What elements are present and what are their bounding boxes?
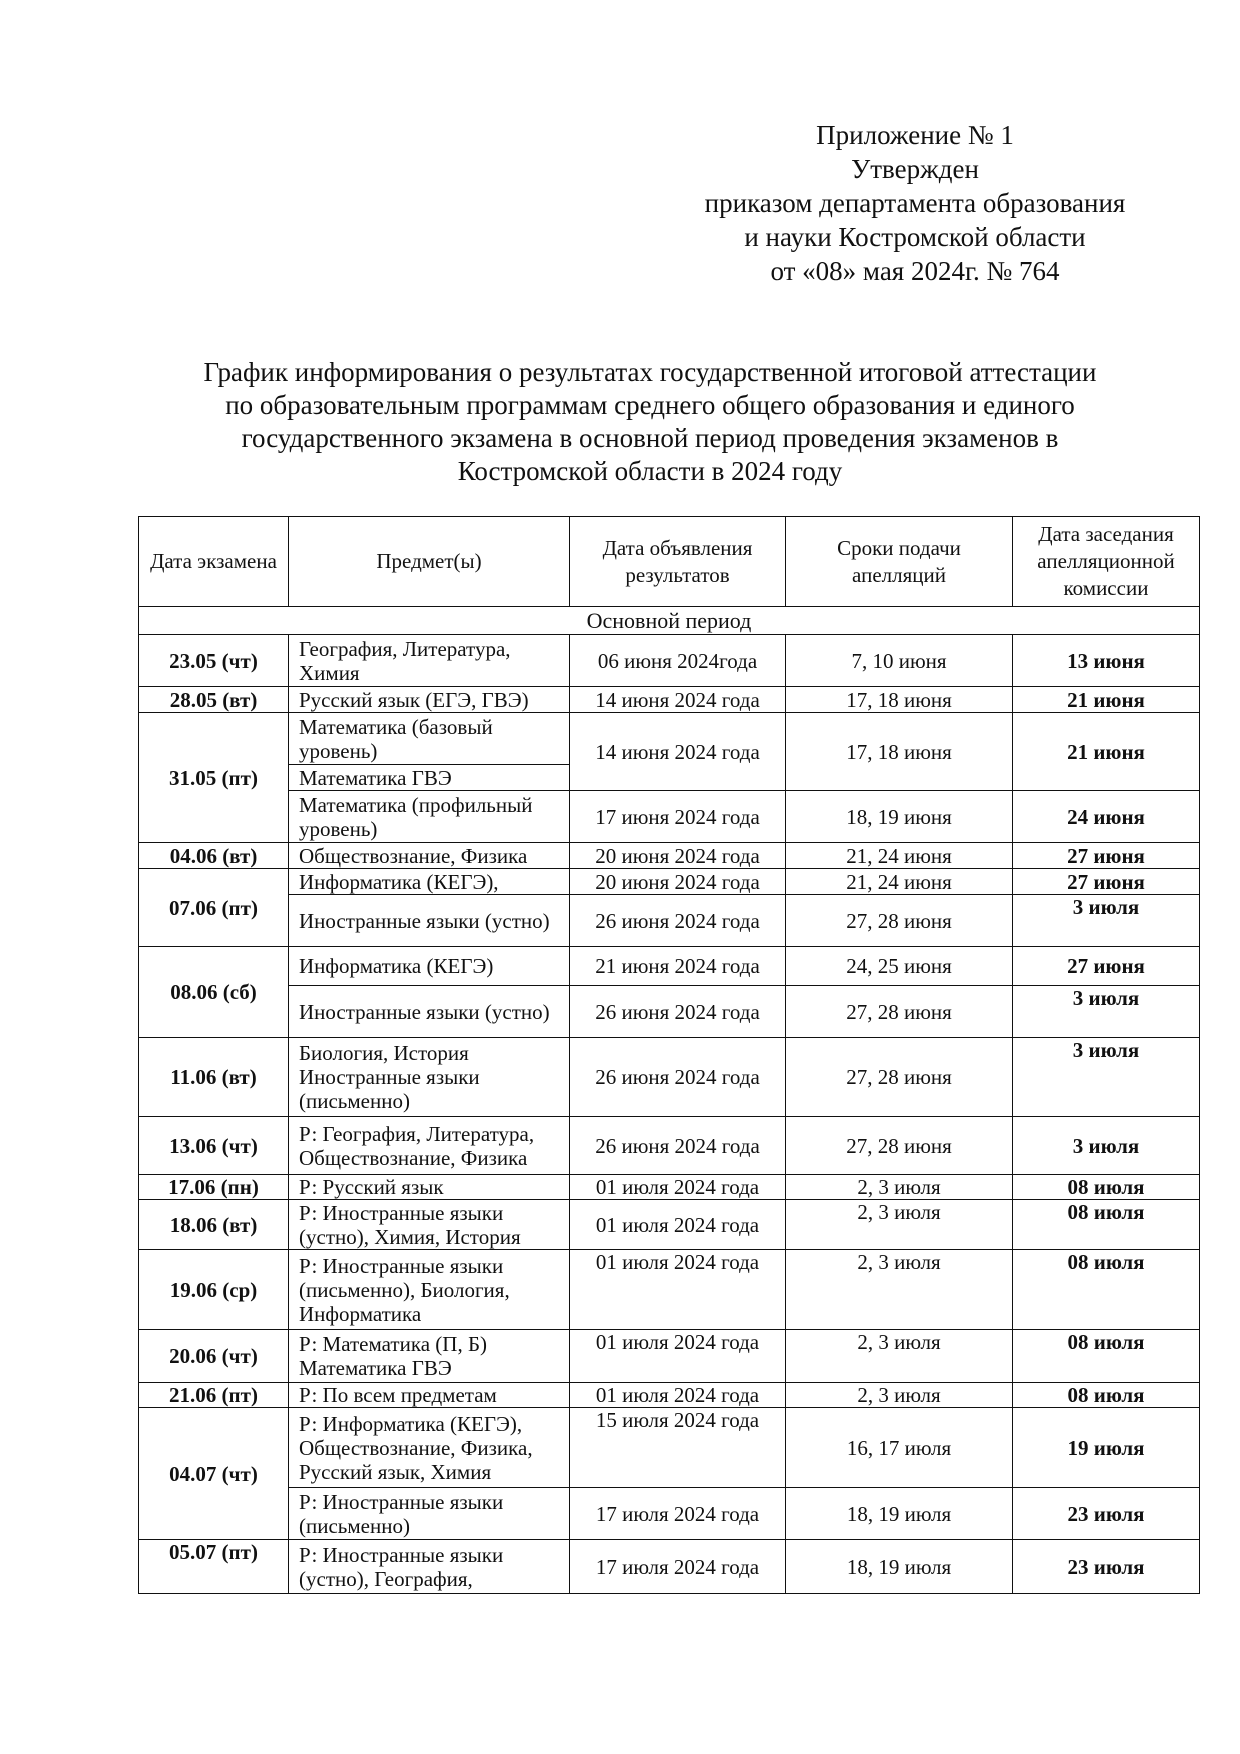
- appeal-period: 2, 3 июля: [786, 1200, 1013, 1250]
- commission-date: 21 июня: [1013, 713, 1200, 791]
- results-date: 26 июня 2024 года: [570, 1038, 786, 1117]
- exam-date: 31.05 (пт): [139, 713, 289, 843]
- appeal-period: 21, 24 июня: [786, 869, 1013, 895]
- results-date: 15 июля 2024 года: [570, 1408, 786, 1488]
- subjects: География, Литература, Химия: [289, 635, 570, 687]
- period-label: Основной период: [139, 607, 1200, 635]
- subjects: Информатика (КЕГЭ),: [289, 869, 570, 895]
- commission-date: 08 июля: [1013, 1200, 1200, 1250]
- commission-date: 13 июня: [1013, 635, 1200, 687]
- exam-date: 05.07 (пт): [139, 1540, 289, 1594]
- subjects: Биология, История Иностранные языки (письменно): [289, 1038, 570, 1117]
- commission-date: 08 июля: [1013, 1330, 1200, 1383]
- results-date: 14 июня 2024 года: [570, 687, 786, 713]
- appeal-period: 16, 17 июля: [786, 1408, 1013, 1488]
- results-date: 17 июня 2024 года: [570, 791, 786, 843]
- header-exam-date: Дата экзамена: [139, 517, 289, 607]
- table-row: [139, 895, 1200, 947]
- subjects: Р: География, Литература, Обществознание, Физика: [289, 1117, 570, 1175]
- order-line-1: приказом департамента образования: [704, 188, 1126, 218]
- commission-date: 3 июля: [1013, 986, 1200, 1038]
- subjects: Иностранные языки (устно): [289, 986, 570, 1038]
- approved-label: Утвержден: [851, 154, 979, 184]
- commission-date: 27 июня: [1013, 947, 1200, 986]
- table-row: [139, 713, 1200, 765]
- commission-date: 08 июля: [1013, 1175, 1200, 1200]
- subjects: Русский язык (ЕГЭ, ГВЭ): [289, 687, 570, 713]
- commission-date: 3 июля: [1013, 1038, 1200, 1117]
- subjects: Р: Иностранные языки (письменно): [289, 1488, 570, 1540]
- subjects: Р: Иностранные языки (устно), Химия, История: [289, 1200, 570, 1250]
- table-row: [139, 635, 1200, 687]
- exam-date: 21.06 (пт): [139, 1383, 289, 1408]
- table-row: [139, 1488, 1200, 1540]
- commission-date: 23 июля: [1013, 1540, 1200, 1594]
- table-row: [139, 1250, 1200, 1330]
- appeal-period: 27, 28 июня: [786, 1117, 1013, 1175]
- subjects: Р: Иностранные языки (письменно), Биология, Информатика: [289, 1250, 570, 1330]
- results-date: 20 июня 2024 года: [570, 843, 786, 869]
- order-line-2: и науки Костромской области: [744, 222, 1086, 252]
- appeal-period: 2, 3 июля: [786, 1330, 1013, 1383]
- exam-date: 07.06 (пт): [139, 869, 289, 947]
- table-header-row: [139, 517, 1200, 607]
- subjects: Иностранные языки (устно): [289, 895, 570, 947]
- commission-date: 3 июля: [1013, 895, 1200, 947]
- table-row: [139, 1038, 1200, 1117]
- table-row: [139, 869, 1200, 895]
- appeal-period: 7, 10 июня: [786, 635, 1013, 687]
- subjects: Обществознание, Физика: [289, 843, 570, 869]
- title-line-2: по образовательным программам среднего общего образования и единого: [225, 390, 1075, 420]
- subjects: Р: Русский язык: [289, 1175, 570, 1200]
- appeal-period: 21, 24 июня: [786, 843, 1013, 869]
- commission-date: 19 июля: [1013, 1408, 1200, 1488]
- appendix-number: Приложение № 1: [816, 120, 1014, 150]
- table-row: [139, 1408, 1200, 1488]
- appeal-period: 17, 18 июня: [786, 687, 1013, 713]
- table-row: [139, 986, 1200, 1038]
- commission-date: 21 июня: [1013, 687, 1200, 713]
- results-date: 17 июля 2024 года: [570, 1540, 786, 1594]
- table-row: [139, 1200, 1200, 1250]
- header-subjects: Предмет(ы): [289, 517, 570, 607]
- appeal-period: 2, 3 июля: [786, 1383, 1013, 1408]
- document-title: [150, 356, 1150, 488]
- exam-date: 20.06 (чт): [139, 1330, 289, 1383]
- exam-schedule-table: [138, 516, 1200, 1594]
- results-date: 17 июля 2024 года: [570, 1488, 786, 1540]
- header-appeal-period: Сроки подачи апелляций: [786, 517, 1013, 607]
- results-date: 26 июня 2024 года: [570, 986, 786, 1038]
- appeal-period: 17, 18 июня: [786, 713, 1013, 791]
- results-date: 01 июля 2024 года: [570, 1383, 786, 1408]
- appeal-period: 18, 19 июля: [786, 1540, 1013, 1594]
- results-date: 26 июня 2024 года: [570, 1117, 786, 1175]
- exam-date: 19.06 (ср): [139, 1250, 289, 1330]
- results-date: 20 июня 2024 года: [570, 869, 786, 895]
- table-row: [139, 687, 1200, 713]
- subjects: Математика ГВЭ: [289, 765, 570, 791]
- table-row: [139, 1383, 1200, 1408]
- appeal-period: 24, 25 июня: [786, 947, 1013, 986]
- commission-date: 08 июля: [1013, 1383, 1200, 1408]
- results-date: 21 июня 2024 года: [570, 947, 786, 986]
- approval-header: [680, 118, 1150, 288]
- exam-date: 13.06 (чт): [139, 1117, 289, 1175]
- commission-date: 24 июня: [1013, 791, 1200, 843]
- table-row: [139, 791, 1200, 843]
- table-row: [139, 1330, 1200, 1383]
- table-row: [139, 843, 1200, 869]
- table-row: [139, 1540, 1200, 1594]
- appeal-period: 27, 28 июня: [786, 1038, 1013, 1117]
- commission-date: 08 июля: [1013, 1250, 1200, 1330]
- subjects: Математика (базовый уровень): [289, 713, 570, 765]
- title-line-1: График информирования о результатах государственной итоговой аттестации: [203, 357, 1097, 387]
- table-row: [139, 1117, 1200, 1175]
- results-date: 01 июля 2024 года: [570, 1200, 786, 1250]
- subjects: Р: Иностранные языки (устно), География,: [289, 1540, 570, 1594]
- appeal-period: 27, 28 июня: [786, 895, 1013, 947]
- subjects: Р: Информатика (КЕГЭ), Обществознание, Физика, Русский язык, Химия: [289, 1408, 570, 1488]
- commission-date: 27 июня: [1013, 843, 1200, 869]
- appeal-period: 2, 3 июля: [786, 1175, 1013, 1200]
- exam-date: 18.06 (вт): [139, 1200, 289, 1250]
- appeal-period: 18, 19 июня: [786, 791, 1013, 843]
- subjects: Р: Математика (П, Б) Математика ГВЭ: [289, 1330, 570, 1383]
- results-date: 14 июня 2024 года: [570, 713, 786, 791]
- subjects: Математика (профильный уровень): [289, 791, 570, 843]
- title-line-3: государственного экзамена в основной период проведения экзаменов в: [241, 423, 1059, 453]
- commission-date: 3 июля: [1013, 1117, 1200, 1175]
- results-date: 01 июля 2024 года: [570, 1330, 786, 1383]
- subjects: Информатика (КЕГЭ): [289, 947, 570, 986]
- header-results-date: Дата объявления результатов: [570, 517, 786, 607]
- exam-date: 08.06 (сб): [139, 947, 289, 1038]
- table-row: [139, 947, 1200, 986]
- order-date-number: от «08» мая 2024г. № 764: [770, 256, 1060, 286]
- appeal-period: 27, 28 июня: [786, 986, 1013, 1038]
- exam-date: 28.05 (вт): [139, 687, 289, 713]
- appeal-period: 18, 19 июля: [786, 1488, 1013, 1540]
- results-date: 06 июня 2024года: [570, 635, 786, 687]
- header-commission-date: Дата заседания апелляционной комиссии: [1013, 517, 1200, 607]
- exam-date: 04.06 (вт): [139, 843, 289, 869]
- table-row: [139, 1175, 1200, 1200]
- commission-date: 23 июля: [1013, 1488, 1200, 1540]
- exam-date: 17.06 (пн): [139, 1175, 289, 1200]
- exam-date: 23.05 (чт): [139, 635, 289, 687]
- exam-date: 04.07 (чт): [139, 1408, 289, 1540]
- subjects: Р: По всем предметам: [289, 1383, 570, 1408]
- period-row: [139, 607, 1200, 635]
- results-date: 01 июля 2024 года: [570, 1250, 786, 1330]
- results-date: 26 июня 2024 года: [570, 895, 786, 947]
- results-date: 01 июля 2024 года: [570, 1175, 786, 1200]
- commission-date: 27 июня: [1013, 869, 1200, 895]
- exam-date: 11.06 (вт): [139, 1038, 289, 1117]
- title-line-4: Костромской области в 2024 году: [457, 456, 843, 486]
- appeal-period: 2, 3 июля: [786, 1250, 1013, 1330]
